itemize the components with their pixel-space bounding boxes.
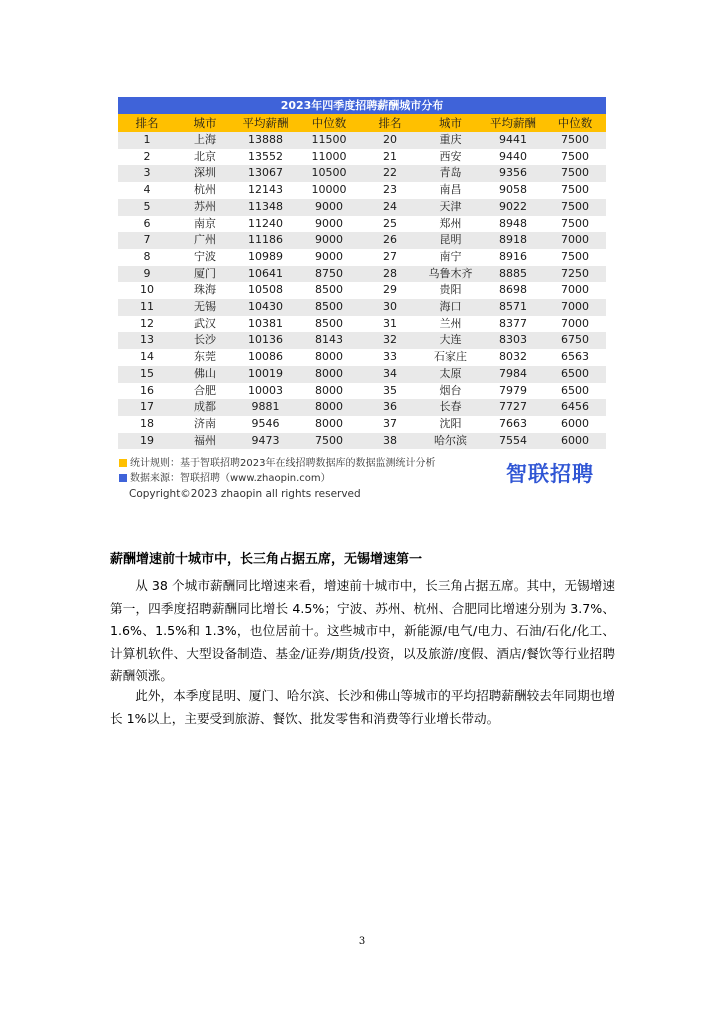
table-cell: 东莞: [176, 349, 234, 366]
table-row: [118, 132, 606, 149]
table-cell: 济南: [176, 416, 234, 433]
table-cell: 6456: [544, 399, 606, 416]
table-cell: 13888: [234, 132, 297, 149]
table-cell: 13552: [234, 149, 297, 166]
table-cell: 9473: [234, 433, 297, 450]
table-cell: 11186: [234, 232, 297, 249]
table-cell: 8500: [297, 316, 361, 333]
table-cell: 南京: [176, 216, 234, 233]
page-number: 3: [358, 936, 366, 947]
table-cell: 郑州: [419, 216, 482, 233]
table-cell: 10989: [234, 249, 297, 266]
table-cell: 7663: [482, 416, 544, 433]
table-cell: 青岛: [419, 165, 482, 182]
table-cell: 20: [361, 132, 419, 149]
table-cell: 7500: [297, 433, 361, 450]
table-cell: 30: [361, 299, 419, 316]
table-row: [118, 232, 606, 249]
table-cell: 海口: [419, 299, 482, 316]
table-cell: 7250: [544, 266, 606, 283]
table-row: [118, 399, 606, 416]
table-cell: 南宁: [419, 249, 482, 266]
table-cell: 8000: [297, 349, 361, 366]
table-cell: 7500: [544, 249, 606, 266]
table-cell: 上海: [176, 132, 234, 149]
table-cell: 8750: [297, 266, 361, 283]
table-cell: 兰州: [419, 316, 482, 333]
table-header-row: [118, 114, 606, 132]
table-cell: 武汉: [176, 316, 234, 333]
table-cell: 重庆: [419, 132, 482, 149]
table-cell: 10003: [234, 383, 297, 400]
table-cell: 9000: [297, 199, 361, 216]
table-cell: 21: [361, 149, 419, 166]
table-cell: 17: [118, 399, 176, 416]
table-row: [118, 332, 606, 349]
table-cell: 苏州: [176, 199, 234, 216]
table-cell: 7500: [544, 216, 606, 233]
table-cell: 27: [361, 249, 419, 266]
table-cell: 19: [118, 433, 176, 450]
table-cell: 10641: [234, 266, 297, 283]
table-cell: 长春: [419, 399, 482, 416]
table-cell: 13: [118, 332, 176, 349]
table-cell: 8916: [482, 249, 544, 266]
table-cell: 9440: [482, 149, 544, 166]
column-header: 城市: [176, 114, 234, 132]
table-cell: 10: [118, 282, 176, 299]
table-cell: 7979: [482, 383, 544, 400]
paragraph-1: 从 38 个城市薪酬同比增速来看，增速前十城市中，长三角占据五席。其中，无锡增速第一，四季度招聘薪酬同比增长 4.5%；宁波、苏州、杭州、合肥同比增速分别为 3.7%、1.6%、1.5%和 1.3%，也位居前十。这些城市中，新能源/电气/电力、石油/石化/化工、计算机软件、大型设备制造、基金/证券/期货/投资，以及旅游/度假、酒店/餐饮等行业招聘薪酬领涨。: [110, 578, 615, 683]
table-cell: 乌鲁木齐: [419, 266, 482, 283]
table-row: [118, 383, 606, 400]
table-cell: 36: [361, 399, 419, 416]
table-cell: 厦门: [176, 266, 234, 283]
table-cell: 10000: [297, 182, 361, 199]
table-cell: 31: [361, 316, 419, 333]
column-header: 城市: [419, 114, 482, 132]
table-cell: 24: [361, 199, 419, 216]
table-cell: 2: [118, 149, 176, 166]
data-source-text: 数据来源：智联招聘（www.zhaopin.com）: [130, 473, 331, 485]
table-cell: 太原: [419, 366, 482, 383]
table-cell: 3: [118, 165, 176, 182]
table-cell: 9546: [234, 416, 297, 433]
table-row: [118, 182, 606, 199]
table-cell: 11240: [234, 216, 297, 233]
table-cell: 无锡: [176, 299, 234, 316]
table-cell: 34: [361, 366, 419, 383]
table-row: [118, 316, 606, 333]
table-cell: 珠海: [176, 282, 234, 299]
column-header: 中位数: [297, 114, 361, 132]
table-cell: 26: [361, 232, 419, 249]
table-cell: 10430: [234, 299, 297, 316]
paragraph-2: 此外，本季度昆明、厦门、哈尔滨、长沙和佛山等城市的平均招聘薪酬较去年同期也增长 1%以上，主要受到旅游、餐饮、批发零售和消费等行业增长带动。: [110, 688, 615, 726]
table-cell: 6000: [544, 433, 606, 450]
table-cell: 7000: [544, 232, 606, 249]
table-cell: 8571: [482, 299, 544, 316]
table-title: 2023年四季度招聘薪酬城市分布: [118, 97, 606, 114]
table-cell: 9: [118, 266, 176, 283]
table-cell: 7500: [544, 182, 606, 199]
table-cell: 8: [118, 249, 176, 266]
table-cell: 天津: [419, 199, 482, 216]
table-cell: 8500: [297, 299, 361, 316]
table-cell: 9881: [234, 399, 297, 416]
table-cell: 32: [361, 332, 419, 349]
table-cell: 成都: [176, 399, 234, 416]
table-cell: 长沙: [176, 332, 234, 349]
table-cell: 南昌: [419, 182, 482, 199]
table-cell: 合肥: [176, 383, 234, 400]
table-cell: 7500: [544, 149, 606, 166]
table-cell: 大连: [419, 332, 482, 349]
table-cell: 6: [118, 216, 176, 233]
table-cell: 6563: [544, 349, 606, 366]
table-cell: 12143: [234, 182, 297, 199]
table-cell: 佛山: [176, 366, 234, 383]
table-cell: 9441: [482, 132, 544, 149]
table-cell: 8000: [297, 383, 361, 400]
table-cell: 9356: [482, 165, 544, 182]
table-cell: 10508: [234, 282, 297, 299]
table-cell: 9022: [482, 199, 544, 216]
table-cell: 28: [361, 266, 419, 283]
table-cell: 6750: [544, 332, 606, 349]
table-cell: 1: [118, 132, 176, 149]
table-cell: 8000: [297, 366, 361, 383]
blue-square-icon: [119, 474, 127, 482]
table-cell: 昆明: [419, 232, 482, 249]
table-cell: 38: [361, 433, 419, 450]
table-cell: 6500: [544, 383, 606, 400]
yellow-square-icon: [119, 459, 127, 467]
table-cell: 广州: [176, 232, 234, 249]
table-cell: 石家庄: [419, 349, 482, 366]
table-cell: 8918: [482, 232, 544, 249]
table-cell: 35: [361, 383, 419, 400]
table-cell: 11500: [297, 132, 361, 149]
table-cell: 15: [118, 366, 176, 383]
figure-footer: [118, 449, 606, 519]
table-cell: 7000: [544, 299, 606, 316]
table-cell: 深圳: [176, 165, 234, 182]
table-body: [118, 132, 606, 449]
table-cell: 18: [118, 416, 176, 433]
table-cell: 7727: [482, 399, 544, 416]
data-source-note: [119, 472, 331, 485]
table-cell: 11000: [297, 149, 361, 166]
table-row: [118, 249, 606, 266]
table-row: [118, 216, 606, 233]
table-cell: 12: [118, 316, 176, 333]
table-cell: 8032: [482, 349, 544, 366]
table-row: [118, 349, 606, 366]
table-row: [118, 366, 606, 383]
table-cell: 沈阳: [419, 416, 482, 433]
table-cell: 8143: [297, 332, 361, 349]
table-row: [118, 266, 606, 283]
table-cell: 7500: [544, 165, 606, 182]
table-cell: 北京: [176, 149, 234, 166]
table-cell: 11348: [234, 199, 297, 216]
table-cell: 8000: [297, 399, 361, 416]
table-cell: 8698: [482, 282, 544, 299]
table-cell: 杭州: [176, 182, 234, 199]
table-cell: 8303: [482, 332, 544, 349]
table-cell: 7554: [482, 433, 544, 450]
table-cell: 8500: [297, 282, 361, 299]
column-header: 排名: [361, 114, 419, 132]
table-cell: 7984: [482, 366, 544, 383]
section-heading: 薪酬增速前十城市中，长三角占据五席，无锡增速第一: [110, 552, 423, 567]
table-cell: 福州: [176, 433, 234, 450]
table-row: [118, 199, 606, 216]
column-header: 中位数: [544, 114, 606, 132]
table-cell: 7: [118, 232, 176, 249]
table-cell: 7000: [544, 316, 606, 333]
table-cell: 29: [361, 282, 419, 299]
table-cell: 宁波: [176, 249, 234, 266]
table-cell: 4: [118, 182, 176, 199]
table-cell: 哈尔滨: [419, 433, 482, 450]
table-cell: 16: [118, 383, 176, 400]
table-cell: 6000: [544, 416, 606, 433]
table-cell: 9058: [482, 182, 544, 199]
table-cell: 25: [361, 216, 419, 233]
salary-table-figure: [118, 97, 606, 517]
table-cell: 7500: [544, 199, 606, 216]
salary-table: [118, 114, 606, 449]
table-cell: 10136: [234, 332, 297, 349]
table-cell: 贵阳: [419, 282, 482, 299]
table-cell: 6500: [544, 366, 606, 383]
table-cell: 33: [361, 349, 419, 366]
table-cell: 7000: [544, 282, 606, 299]
table-cell: 8000: [297, 416, 361, 433]
table-cell: 9000: [297, 216, 361, 233]
table-cell: 10381: [234, 316, 297, 333]
table-cell: 22: [361, 165, 419, 182]
table-row: [118, 299, 606, 316]
stat-rule-note: [119, 457, 435, 470]
zhaopin-logo: 智联招聘: [506, 462, 594, 487]
table-cell: 8948: [482, 216, 544, 233]
column-header: 排名: [118, 114, 176, 132]
column-header: 平均薪酬: [234, 114, 297, 132]
table-cell: 13067: [234, 165, 297, 182]
table-row: [118, 149, 606, 166]
table-cell: 8885: [482, 266, 544, 283]
table-cell: 10500: [297, 165, 361, 182]
table-cell: 西安: [419, 149, 482, 166]
table-cell: 9000: [297, 249, 361, 266]
table-row: [118, 282, 606, 299]
table-cell: 10019: [234, 366, 297, 383]
table-row: [118, 165, 606, 182]
table-cell: 9000: [297, 232, 361, 249]
table-cell: 11: [118, 299, 176, 316]
table-cell: 5: [118, 199, 176, 216]
table-cell: 37: [361, 416, 419, 433]
table-cell: 10086: [234, 349, 297, 366]
table-cell: 烟台: [419, 383, 482, 400]
column-header: 平均薪酬: [482, 114, 544, 132]
table-cell: 7500: [544, 132, 606, 149]
stat-rule-text: 统计规则：基于智联招聘2023年在线招聘数据库的数据监测统计分析: [130, 458, 436, 470]
copyright-text: Copyright©2023 zhaopin all rights reserved: [129, 488, 361, 501]
table-cell: 23: [361, 182, 419, 199]
table-cell: 8377: [482, 316, 544, 333]
table-cell: 14: [118, 349, 176, 366]
table-row: [118, 416, 606, 433]
table-row: [118, 433, 606, 450]
